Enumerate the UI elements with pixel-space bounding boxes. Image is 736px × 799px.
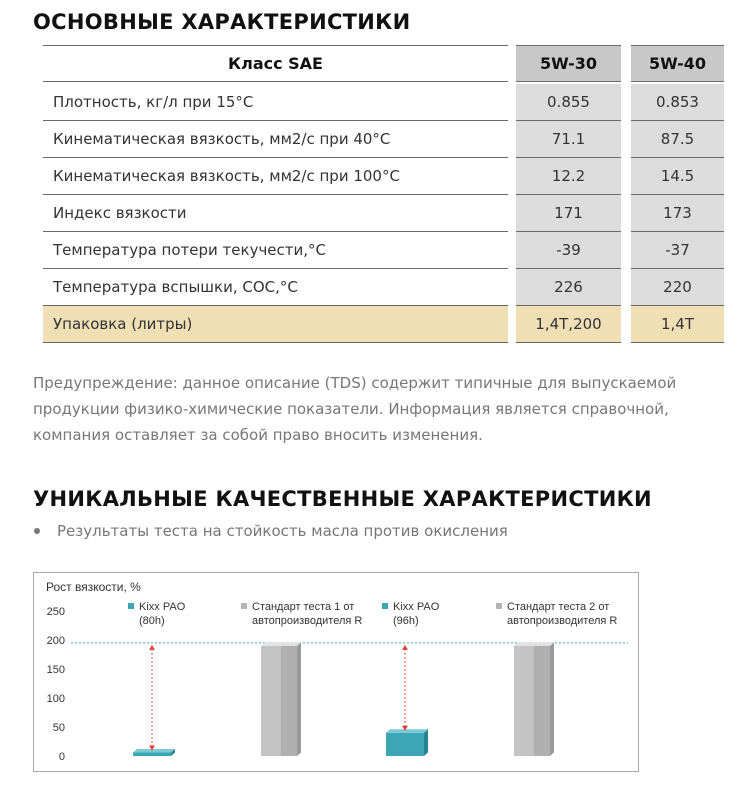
legend-swatch	[382, 603, 388, 609]
disclaimer-text: Предупреждение: данное описание (TDS) содержит типичные для выпускаемой продукции физико-химические показатели. Информация является справочной, компания оставляет за собой право вносить изменения.	[33, 374, 677, 444]
row-value-5w30: 12.2	[516, 158, 621, 195]
bullet-item	[33, 522, 508, 540]
bar-shade	[534, 646, 550, 756]
table-row	[43, 84, 724, 121]
row-label: Упаковка (литры)	[43, 306, 508, 343]
legend-swatch	[128, 603, 134, 609]
legend-label: (80h)	[139, 615, 165, 627]
bar-top	[386, 729, 428, 733]
legend-label: автопроизводителя R	[507, 615, 618, 627]
row-value-5w40: 0.853	[631, 84, 724, 121]
row-value-5w40: 87.5	[631, 121, 724, 158]
header-5w40: 5W-40	[631, 45, 724, 82]
row-value-5w40: 1,4Т	[631, 306, 724, 343]
header-5w30: 5W-30	[516, 45, 621, 82]
bar-side	[424, 729, 428, 756]
header-sae-class: Класс SAE	[43, 45, 508, 82]
row-value-5w30: -39	[516, 232, 621, 269]
row-label: Кинематическая вязкость, мм2/с при 40°С	[43, 121, 508, 158]
legend-label: Стандарт теста 1 от	[252, 601, 355, 613]
row-value-5w40: 14.5	[631, 158, 724, 195]
y-tick-label: 100	[46, 693, 65, 705]
row-value-5w30: 1,4Т,200	[516, 306, 621, 343]
table-row-packaging	[43, 306, 724, 343]
bar-shade	[281, 646, 297, 756]
bullet-dot-icon	[34, 528, 40, 534]
bar	[133, 753, 171, 756]
bar-top	[514, 642, 554, 646]
row-value-5w30: 0.855	[516, 84, 621, 121]
bar-top	[133, 749, 175, 753]
legend-label: автопроизводителя R	[252, 615, 363, 627]
table-header-row	[43, 45, 724, 82]
row-label: Температура потери текучести,°С	[43, 232, 508, 269]
y-tick-label: 50	[52, 722, 65, 734]
bar-top	[261, 642, 301, 646]
oxidation-chart	[33, 572, 639, 772]
table-row	[43, 269, 724, 306]
arrow-head-up	[149, 645, 155, 650]
table-row	[43, 195, 724, 232]
row-label: Индекс вязкости	[43, 195, 508, 232]
row-value-5w40: -37	[631, 232, 724, 269]
legend-swatch	[496, 603, 502, 609]
legend-swatch	[241, 603, 247, 609]
row-label: Кинематическая вязкость, мм2/с при 100°С	[43, 158, 508, 195]
legend-label: Стандарт теста 2 от	[507, 601, 610, 613]
bullet-text: Результаты теста на стойкость масла против окисления	[57, 522, 508, 540]
row-value-5w40: 220	[631, 269, 724, 306]
y-tick-label: 250	[46, 606, 65, 618]
row-value-5w40: 173	[631, 195, 724, 232]
row-value-5w30: 71.1	[516, 121, 621, 158]
y-tick-label: 150	[46, 664, 65, 676]
y-axis-label: Рост вязкости, %	[46, 580, 141, 594]
row-label: Плотность, кг/л при 15°С	[43, 84, 508, 121]
legend-label: Kixx PAO	[393, 601, 440, 613]
section-title-main-characteristics: ОСНОВНЫЕ ХАРАКТЕРИСТИКИ	[33, 10, 411, 34]
legend-label: Kixx PAO	[139, 601, 186, 613]
y-tick-label: 0	[58, 751, 65, 763]
table-row	[43, 158, 724, 195]
bar-side	[297, 642, 301, 756]
table-row	[43, 121, 724, 158]
section-title-unique-characteristics: УНИКАЛЬНЫЕ КАЧЕСТВЕННЫЕ ХАРАКТЕРИСТИКИ	[33, 487, 652, 511]
row-value-5w30: 171	[516, 195, 621, 232]
table-row	[43, 232, 724, 269]
y-tick-label: 200	[46, 635, 65, 647]
oxidation-chart-svg	[34, 573, 640, 773]
bar-side	[550, 642, 554, 756]
row-label: Температура вспышки, СОС,°С	[43, 269, 508, 306]
row-value-5w30: 226	[516, 269, 621, 306]
arrow-head-up	[402, 645, 408, 650]
legend-label: (96h)	[393, 615, 419, 627]
bar	[386, 733, 424, 756]
